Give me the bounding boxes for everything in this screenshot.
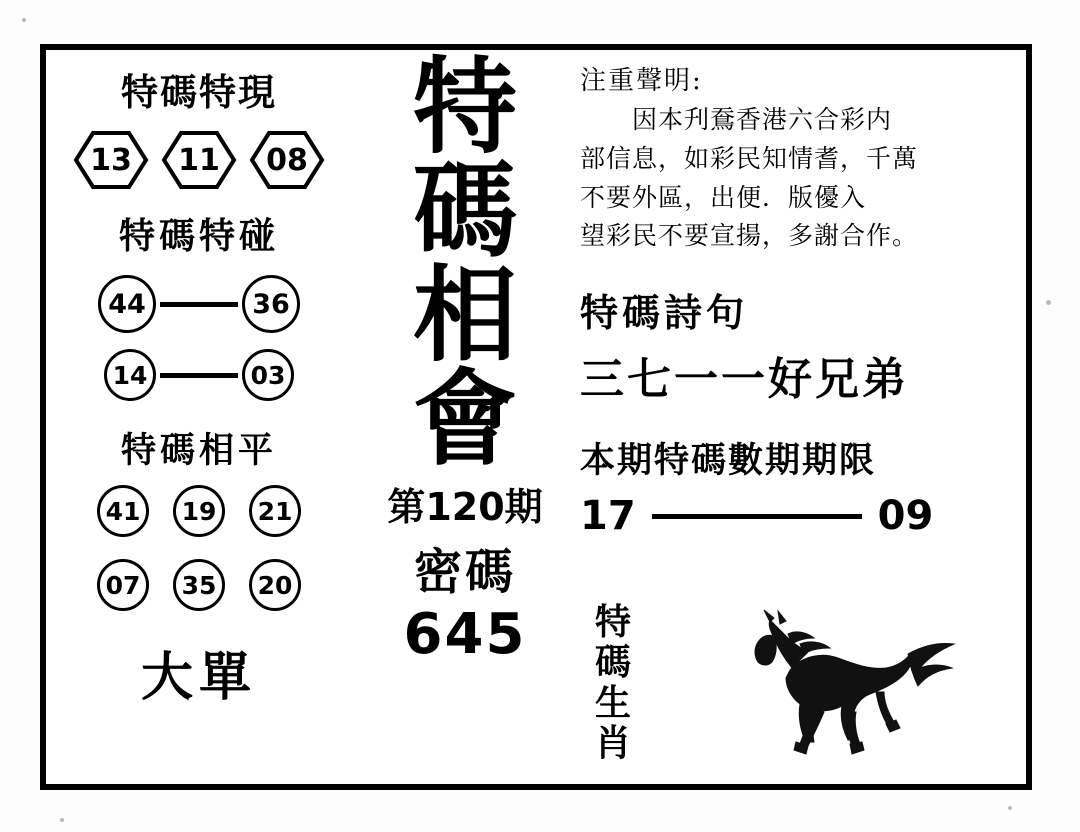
hex-number-value: 13: [90, 142, 132, 178]
hex-number-row: [54, 130, 344, 190]
hex-number: [161, 130, 237, 190]
zodiac-section: [580, 590, 1020, 780]
circle-number: 35: [173, 559, 225, 611]
circle-number: 41: [97, 485, 149, 537]
notice-line: 因本刋鴌香港六合彩内: [632, 105, 893, 134]
hex-number-value: 08: [266, 142, 308, 178]
right-column: [580, 60, 1020, 774]
circle-number: 21: [249, 485, 301, 537]
horse-illustration-icon: [730, 608, 980, 768]
left-title-3: 特碼相平: [120, 430, 277, 471]
code-label: 密碼: [413, 543, 516, 600]
scan-speck: [22, 18, 26, 22]
scan-speck: [60, 818, 64, 822]
triple-row: [54, 559, 344, 611]
pair-row: [54, 349, 344, 401]
brush-char-4: 會: [412, 356, 517, 480]
pair-connector: [160, 302, 238, 307]
circle-number: 19: [173, 485, 225, 537]
notice-body: [580, 101, 1020, 256]
circle-number: 36: [242, 275, 300, 333]
period-start: 17: [580, 493, 636, 539]
brush-char-1: 特: [412, 45, 517, 168]
left-column: [54, 62, 344, 774]
issue-number: 第120期: [387, 484, 543, 529]
left-title-1: 特碼特現: [121, 71, 277, 114]
circle-number: 20: [249, 559, 301, 611]
notice-line: 望彩民不要宣揚，多謝合作。: [580, 221, 919, 251]
notice-line: 部信息，如彩民知情耆，千萬: [580, 143, 919, 173]
pair-row: [54, 275, 344, 333]
brush-char-3: 相: [412, 252, 517, 376]
circle-number: 07: [97, 559, 149, 611]
zodiac-label: 特碼生肖: [594, 601, 631, 764]
period-connector: [652, 514, 862, 519]
notice-line: 不要外區，出便．版優入: [580, 182, 867, 212]
scan-speck: [1008, 806, 1012, 810]
hex-number: [249, 130, 325, 190]
pair-connector: [160, 373, 238, 378]
left-title-2: 特碼特碰: [118, 215, 279, 257]
poem-title: 特碼詩句: [580, 290, 749, 335]
period-range: [580, 493, 1020, 539]
circle-number: 44: [98, 275, 156, 333]
brush-char-2: 碼: [412, 148, 517, 272]
left-bottom-word: 大單: [140, 647, 257, 708]
period-title: 本期特碼數期期限: [580, 441, 877, 481]
scan-speck: [1046, 300, 1051, 305]
hex-number: [73, 130, 149, 190]
notice-title: 注重聲明:: [580, 66, 703, 96]
triple-row: [54, 485, 344, 537]
center-column: [360, 45, 570, 776]
code-number: 645: [403, 601, 527, 667]
period-end: 09: [877, 493, 934, 539]
poem-line: 三七一一好兄弟: [580, 354, 909, 405]
circle-number: 03: [242, 349, 294, 401]
hex-number-value: 11: [178, 142, 220, 178]
circle-number: 14: [104, 349, 156, 401]
